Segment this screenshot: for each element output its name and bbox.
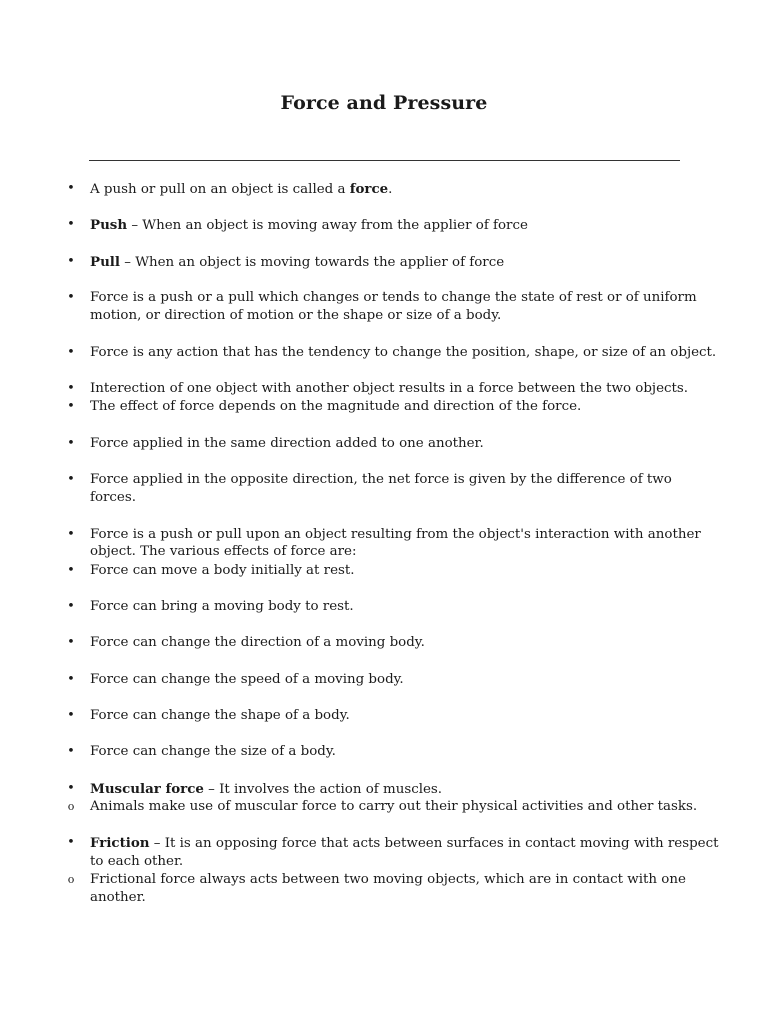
bullet-marker: • bbox=[67, 254, 75, 269]
bullet-marker: • bbox=[67, 563, 75, 578]
bullet-marker: • bbox=[67, 399, 75, 414]
bullet-marker: • bbox=[67, 781, 75, 796]
bullet-marker: • bbox=[67, 472, 75, 487]
bullet-marker: • bbox=[67, 381, 75, 396]
page-title: Force and Pressure bbox=[280, 92, 488, 114]
bullet-marker: • bbox=[67, 672, 75, 687]
bullet-marker: • bbox=[67, 599, 75, 614]
bullet-marker: • bbox=[67, 708, 75, 723]
document-page: Force and Pressure • A push or pull on an object is called a force. • Push – When an object is moving away from the applier of force • Pull – When an object is moving towards the applier of force • Force is a push or a pull which changes or tends to change the state of rest or of uniform motion, or direction of motion or the shape or size of a body. • Force is any action that has the tendency to change the position, shape, or size of an object. • Interection of one object with another object results in a force between the two objects. • The effect of force depends on the magnitude and direction of the force. • Force applied in the same direction added to one another. • Force applied in the opposite direction, the net force is given by the difference of two forces. • Force is a push or pull upon an object resulting from the object's interaction with another object. The various effects of force are: • Force can move a body initially at rest. • Force can bring a moving body to rest. • Force can change the direction of a moving body. • Force can change the speed of a moving body. • Force can change the shape of a body. • Force can change the size of a body. • Muscular force – It involves the action of muscles. o Animals make use of muscular force to carry out their physical activities and other tasks. • Friction – It is an opposing force that acts between surfaces in contact moving with respect to each other. o Frictional force always acts between two moving objects, which are in contact with one another. bbox=[0, 0, 768, 1024]
bullet-marker: • bbox=[67, 744, 75, 759]
bullet-marker: • bbox=[67, 436, 75, 451]
title-divider bbox=[89, 160, 680, 161]
bullet-marker: • bbox=[67, 290, 75, 305]
bullet-marker: • bbox=[67, 527, 75, 542]
bullet-marker: • bbox=[67, 835, 75, 850]
circle-marker: o bbox=[67, 873, 75, 886]
bullet-marker: • bbox=[67, 345, 75, 360]
bullet-marker: • bbox=[67, 635, 75, 650]
bullet-marker: • bbox=[67, 217, 75, 232]
bullet-marker: • bbox=[67, 181, 75, 196]
circle-marker: o bbox=[67, 800, 75, 813]
